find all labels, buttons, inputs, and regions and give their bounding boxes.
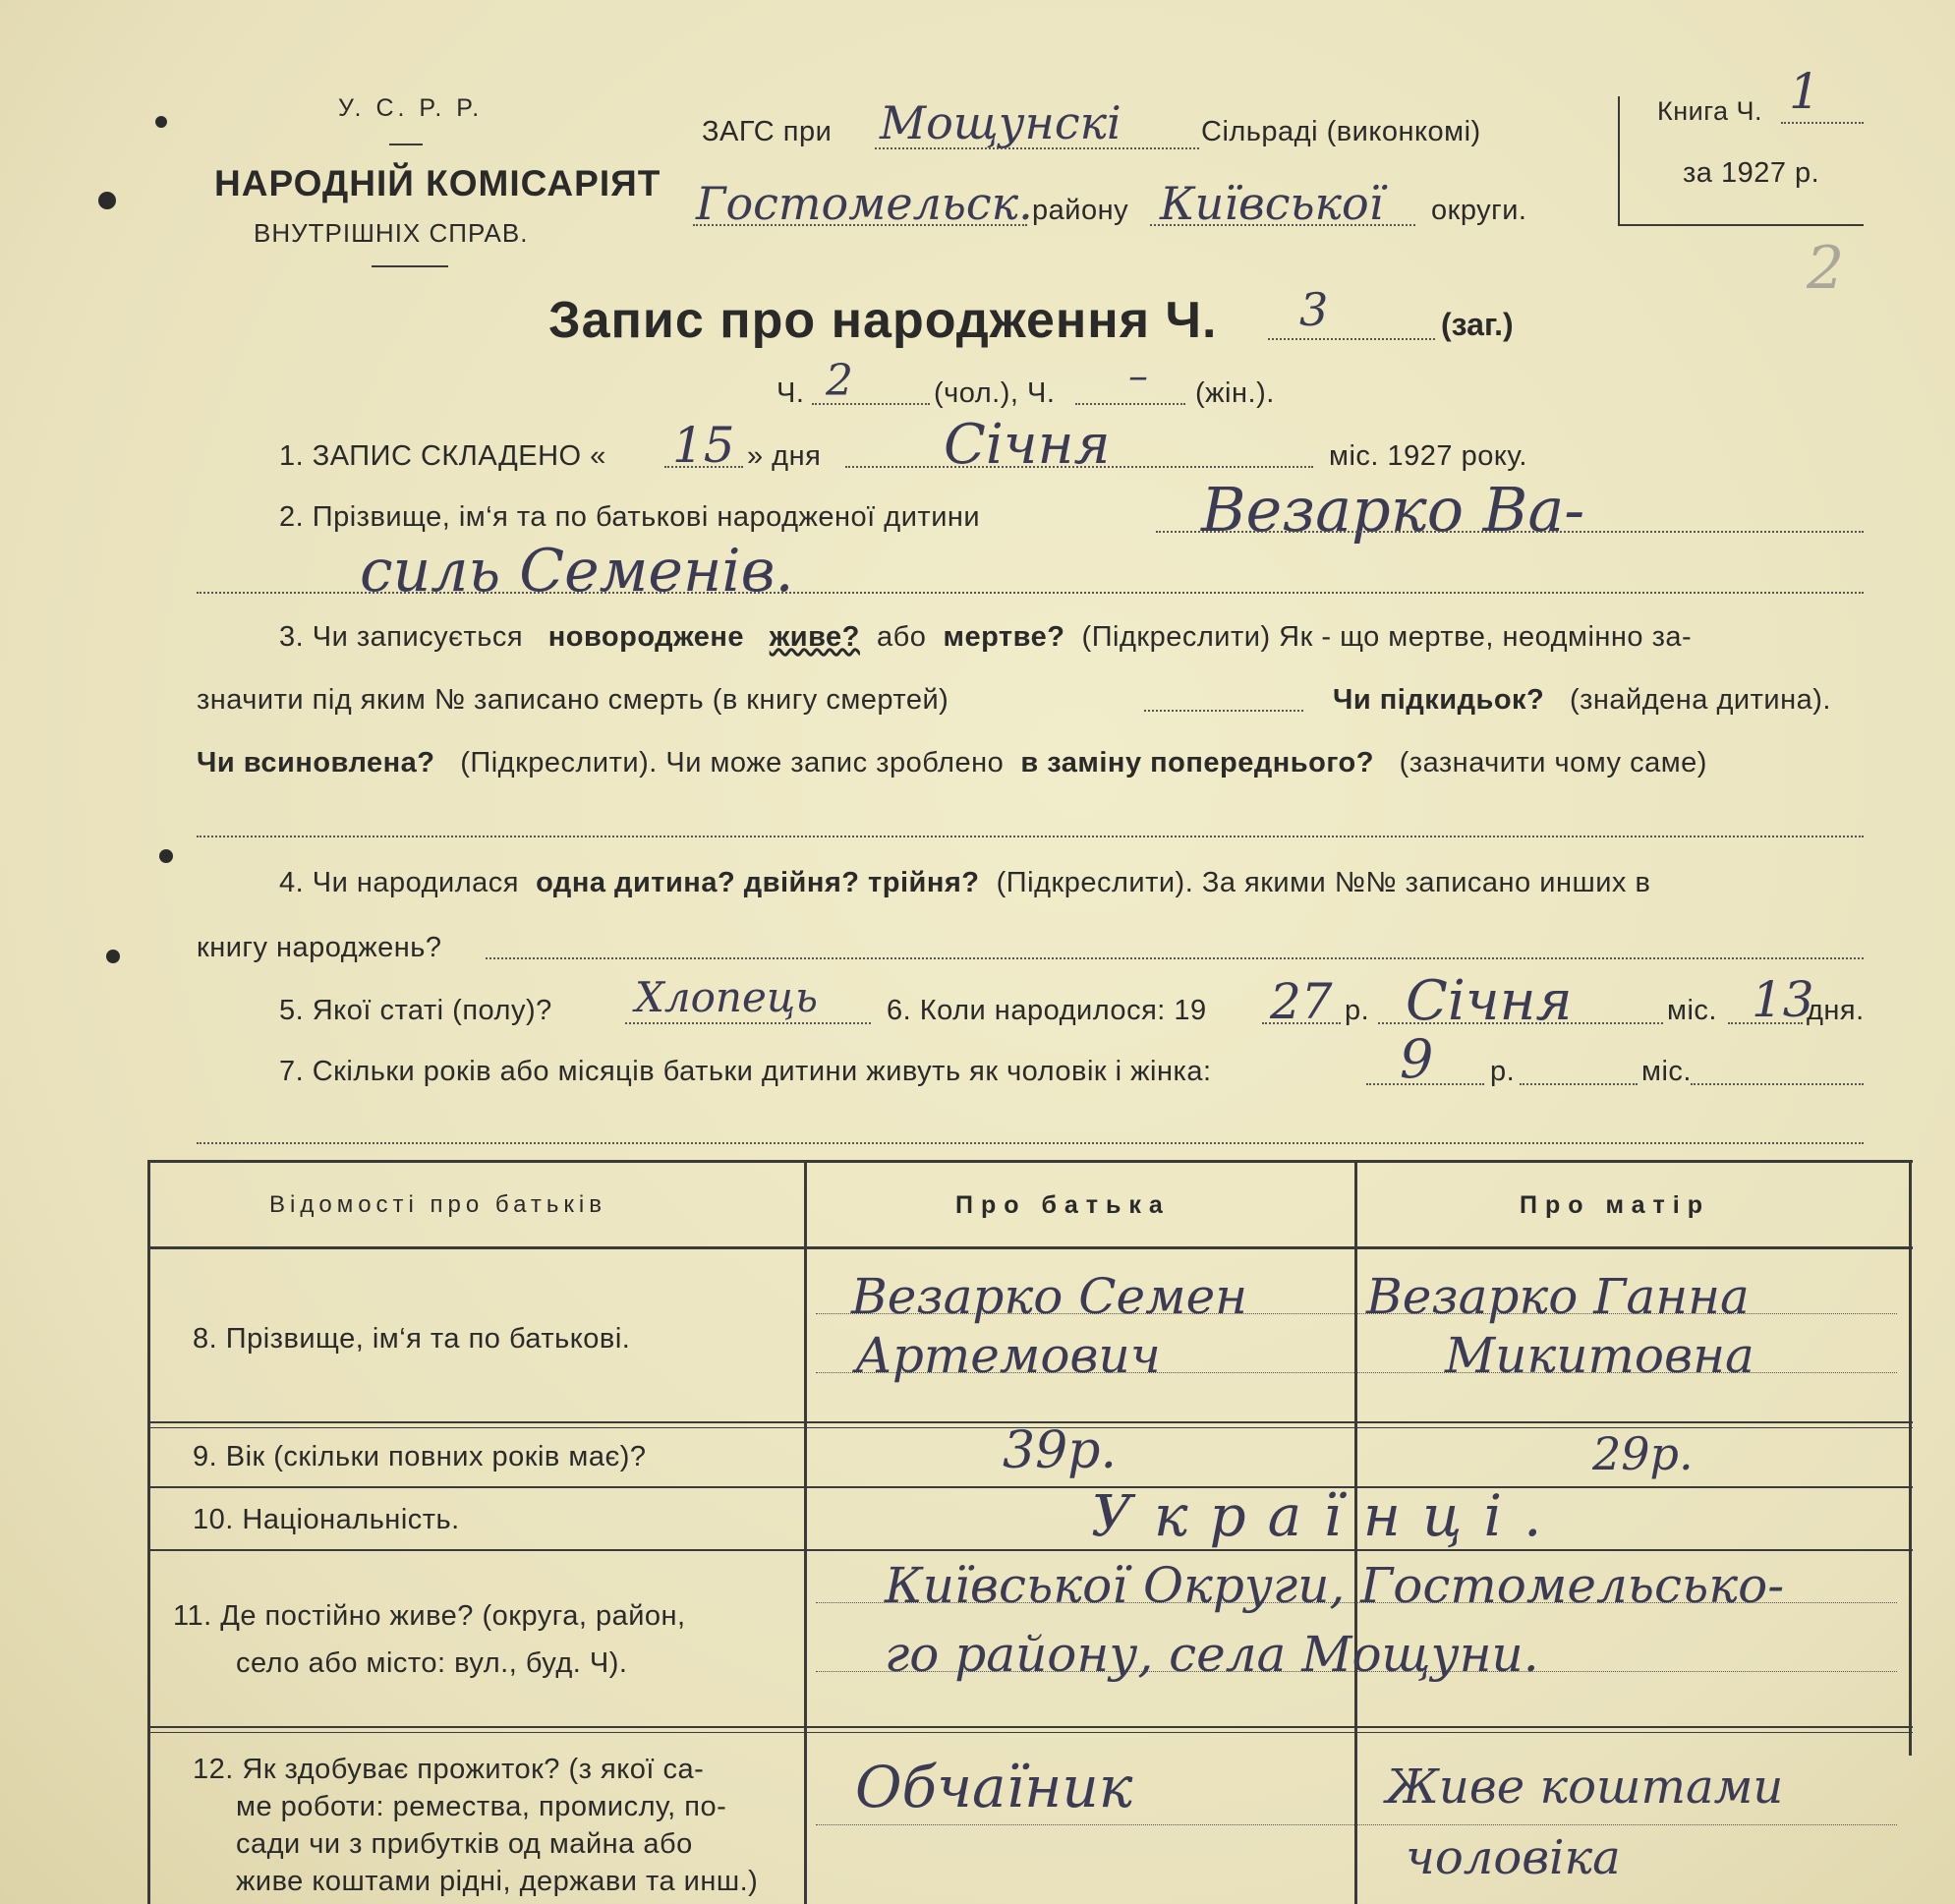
years-together-handwritten: 9 [1400, 1028, 1434, 1090]
item4-line1 [279, 867, 1650, 899]
item7-mis: міс. [1641, 1056, 1692, 1087]
item3-bold-dead: мертве? [943, 621, 1065, 653]
male-count-handwritten: 2 [826, 356, 853, 406]
dotted-line [664, 466, 743, 468]
row11-label-line1: 11. Де постійно живе? (округа, район, [173, 1600, 686, 1632]
council-label: Сільраді (виконкомі) [1201, 116, 1481, 147]
table-row-divider [147, 1732, 1913, 1733]
dotted-line [1268, 338, 1435, 340]
sex-handwritten: Хлопець [635, 973, 819, 1021]
female-label: (жін.). [1195, 377, 1275, 409]
father-name-line1: Везарко Семен [851, 1268, 1248, 1325]
item7-r: р. [1490, 1056, 1516, 1087]
item3-text-or: або [877, 621, 927, 653]
dotted-line [1378, 1022, 1663, 1024]
book-number-handwritten: 1 [1789, 63, 1820, 120]
item4-line2: книгу народжень? [197, 932, 442, 963]
punch-hole [159, 849, 173, 863]
nationality-handwritten: Українці. [1091, 1482, 1564, 1549]
dotted-line [1262, 1022, 1341, 1024]
birth-day-handwritten: 13 [1752, 971, 1814, 1028]
mother-name-line2: Микитовна [1445, 1327, 1754, 1384]
book-box-bottom [1618, 224, 1864, 226]
item4-text: 4. Чи народилася [279, 867, 519, 898]
dotted-line [1691, 1083, 1864, 1085]
item3-text-rest: (Підкреслити) Як - що мертве, неодмінно за- [1081, 621, 1693, 653]
dotted-line [1156, 531, 1864, 533]
item1-mid: » дня [747, 440, 822, 472]
sub-ch-label: Ч. [776, 377, 805, 409]
dotted-line [1144, 710, 1303, 712]
item3-text: 3. Чи записується [279, 621, 524, 653]
department-label: ВНУТРІШНІХ СПРАВ. [254, 218, 529, 248]
dotted-line [1520, 1083, 1638, 1085]
row10-label: 10. Національність. [193, 1504, 460, 1535]
item3-bold-newborn: новороджене [547, 621, 745, 653]
dotted-line [816, 1824, 1897, 1825]
table-header-divider [147, 1246, 1913, 1249]
item6-mis: міс. [1667, 995, 1717, 1026]
female-count-handwritten: – [1128, 354, 1148, 399]
divider [389, 144, 423, 145]
item5-label: 5. Якої статі (полу)? [279, 995, 552, 1026]
dotted-line [197, 592, 1864, 594]
commissariat-title: НАРОДНІЙ КОМІСАРІЯТ [214, 163, 661, 203]
item1-day-handwritten: 15 [672, 417, 735, 474]
mother-name-line1: Везарко Ганна [1366, 1268, 1750, 1325]
father-age: 39р. [1003, 1421, 1117, 1480]
mother-occupation-line2: чоловіка [1406, 1830, 1621, 1885]
table-left-border [147, 1160, 150, 1904]
row12-label-line2: ме роботи: ремества, промислу, по- [236, 1791, 727, 1822]
table-col-divider [804, 1160, 807, 1904]
dotted-line [1150, 224, 1415, 226]
divider [372, 265, 448, 267]
birth-month-handwritten: Січня [1406, 969, 1573, 1033]
table-row-divider [147, 1486, 1913, 1488]
district-label: району [1032, 195, 1129, 226]
dotted-line [625, 1022, 871, 1024]
item3-line2-right [1333, 684, 1831, 717]
dotted-line [1728, 1022, 1803, 1024]
item3-line2 [197, 684, 949, 717]
dotted-line [693, 224, 1027, 226]
table-row-divider [147, 1726, 1913, 1728]
item6-dnia: дня. [1807, 995, 1865, 1026]
record-suffix: (заг.) [1441, 307, 1514, 342]
dotted-line [197, 836, 1864, 837]
header-parents-info: Відомості про батьків [269, 1191, 606, 1218]
header-father: Про батька [955, 1191, 1171, 1219]
residence-line2: го району, села Мощуни. [885, 1626, 1539, 1683]
item6-label: 6. Коли народилося: 19 [887, 995, 1207, 1026]
item3-bold-adopted: Чи всиновлена? [197, 747, 435, 779]
item3-line3 [197, 747, 1707, 779]
table-row-divider [147, 1549, 1913, 1551]
dotted-line [1781, 122, 1864, 124]
item4-text: (Підкреслити). За якими №№ записано инших в [996, 867, 1651, 898]
item1-end: міс. 1927 року. [1329, 440, 1527, 472]
father-name-line2: Артемович [855, 1327, 1161, 1384]
item4-bold-options: одна дитина? двійня? трійня? [536, 867, 980, 898]
dotted-line [845, 466, 1313, 468]
ussr-label: У. С. Р. Р. [338, 94, 484, 122]
male-label: (чол.), Ч. [934, 377, 1056, 409]
row12-label-line4: живе коштами рідні, держави та инш.) [236, 1866, 759, 1897]
row12-label-line1: 12. Як здобуває прожиток? (з якої са- [193, 1754, 705, 1785]
book-label: Книга Ч. [1657, 96, 1762, 126]
item3-bold-foundling: Чи підкидьок? [1333, 684, 1545, 716]
book-box-left [1618, 96, 1620, 226]
punch-hole [106, 950, 120, 963]
zags-prefix: ЗАГС при [702, 116, 833, 147]
child-name-line1-handwritten: Везарко Ва- [1201, 474, 1585, 546]
punch-hole [98, 192, 116, 209]
item2-label: 2. Прізвище, ім‘я та по батькові народженої дитини [279, 501, 981, 533]
mother-age: 29р. [1592, 1427, 1694, 1480]
dotted-line [1075, 403, 1185, 405]
okrug-label: округи. [1431, 195, 1527, 226]
dotted-line [812, 403, 930, 405]
item3-text: (знайдена дитина). [1569, 684, 1831, 716]
residence-line1: Київської Округи, Гостомельсько- [885, 1557, 1785, 1614]
dotted-line [1366, 1083, 1484, 1085]
record-number-handwritten: 3 [1299, 283, 1329, 336]
father-occupation: Обчаїник [855, 1754, 1133, 1820]
table-top-border [147, 1160, 1913, 1163]
row8-label: 8. Прізвище, ім‘я та по батькові. [193, 1323, 631, 1355]
item3-bold-alive: живе? [769, 621, 860, 653]
punch-hole [155, 116, 167, 128]
row12-label-line3: сади чи з прибутків од майна або [236, 1828, 693, 1860]
item6-r: р. [1345, 995, 1370, 1026]
header-mother: Про матір [1520, 1191, 1710, 1219]
pencil-note: 2 [1807, 234, 1845, 303]
district-handwritten: Гостомельск. [696, 177, 1033, 230]
birth-year-handwritten: 27 [1270, 973, 1333, 1030]
item3-text: значити під яким № записано смерть (в книгу смертей) [197, 684, 949, 716]
village-handwritten: Мощунскі [880, 96, 1121, 149]
book-year: за 1927 р. [1683, 157, 1820, 189]
item1-label: 1. ЗАПИС СКЛАДЕНО « [279, 440, 606, 472]
item3-line1 [279, 621, 1692, 654]
dotted-line [486, 957, 1864, 959]
item3-bold-replacement: в заміну попереднього? [1020, 747, 1374, 779]
record-title: Запис про народження Ч. [548, 292, 1218, 349]
child-name-line2-handwritten: силь Семенів. [360, 537, 794, 606]
row11-label-line2: село або місто: вул., буд. Ч). [236, 1647, 628, 1679]
okrug-handwritten: Київської [1160, 177, 1384, 230]
dotted-line [197, 1142, 1864, 1144]
item7-label: 7. Скільки років або місяців батьки дитини живуть як чоловік і жінка: [279, 1056, 1212, 1087]
item3-text: (Підкреслити). Чи може запис зроблено [460, 747, 1005, 779]
mother-occupation-line1: Живе коштами [1386, 1760, 1784, 1815]
dotted-line [875, 147, 1199, 149]
item3-text: (зазначити чому саме) [1399, 747, 1707, 779]
item1-month-handwritten: Січня [944, 413, 1111, 477]
row9-label: 9. Вік (скільки повних років має)? [193, 1441, 647, 1472]
